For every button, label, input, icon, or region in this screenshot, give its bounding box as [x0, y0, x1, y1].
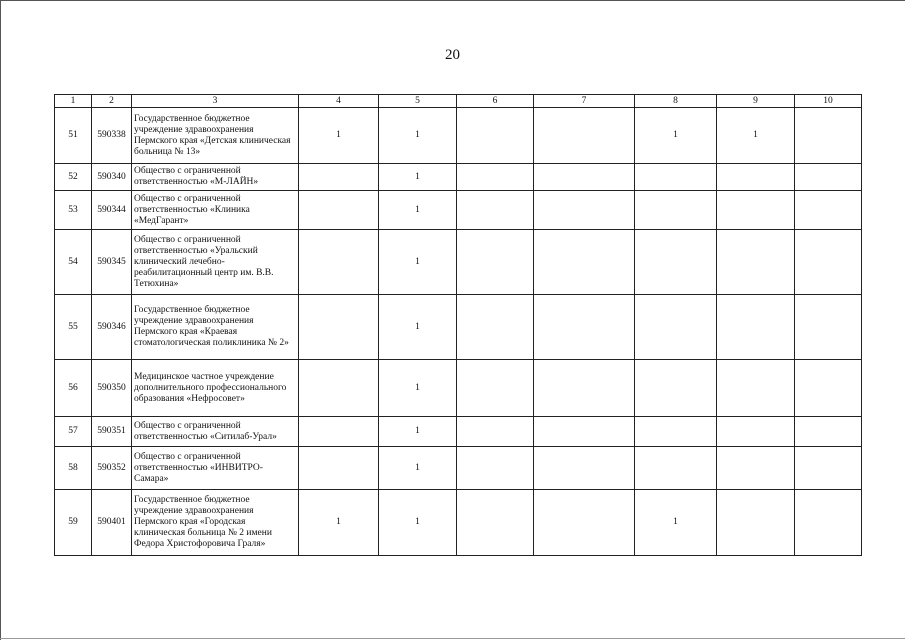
col5-cell: 1 — [379, 447, 457, 490]
col5-cell: 1 — [379, 417, 457, 447]
col5-cell: 1 — [379, 164, 457, 191]
col9-cell — [717, 417, 795, 447]
col9-cell: 1 — [717, 108, 795, 164]
col5-cell: 1 — [379, 230, 457, 295]
scan-border-left — [0, 0, 1, 640]
organization-name-cell: Общество с ограниченной ответственностью «Уральский клинический лечебно-реабилитационный центр им. В.В. Тетюхина» — [132, 230, 299, 295]
col7-cell — [534, 230, 635, 295]
col6-cell — [457, 490, 534, 556]
organization-name-cell: Государственное бюджетное учреждение здравоохранения Пермского края «Краевая стоматологическая поликлиника № 2» — [132, 295, 299, 360]
col7-cell — [534, 164, 635, 191]
table-row — [55, 230, 862, 295]
col6-cell — [457, 447, 534, 490]
col10-cell — [795, 417, 862, 447]
col7-cell — [534, 417, 635, 447]
col4-cell — [299, 295, 379, 360]
col4-cell — [299, 230, 379, 295]
table-row — [55, 447, 862, 490]
col9-cell — [717, 164, 795, 191]
table-row — [55, 417, 862, 447]
row-number-cell: 58 — [55, 447, 92, 490]
row-number-cell: 51 — [55, 108, 92, 164]
col4-cell — [299, 164, 379, 191]
code-cell: 590340 — [92, 164, 132, 191]
table-row — [55, 360, 862, 417]
column-header: 2 — [92, 95, 132, 108]
col7-cell — [534, 360, 635, 417]
col5-cell: 1 — [379, 360, 457, 417]
column-header: 9 — [717, 95, 795, 108]
row-number-cell: 56 — [55, 360, 92, 417]
table-header-row — [55, 95, 862, 108]
col4-cell: 1 — [299, 108, 379, 164]
col4-cell — [299, 417, 379, 447]
row-number-cell: 52 — [55, 164, 92, 191]
col7-cell — [534, 295, 635, 360]
col5-cell: 1 — [379, 191, 457, 230]
col7-cell — [534, 191, 635, 230]
col9-cell — [717, 230, 795, 295]
scan-border-bottom — [0, 638, 905, 639]
code-cell: 590344 — [92, 191, 132, 230]
code-cell: 590346 — [92, 295, 132, 360]
col7-cell — [534, 108, 635, 164]
col8-cell — [635, 360, 717, 417]
col8-cell — [635, 447, 717, 490]
table-row — [55, 108, 862, 164]
col10-cell — [795, 447, 862, 490]
col9-cell — [717, 490, 795, 556]
row-number-cell: 54 — [55, 230, 92, 295]
col9-cell — [717, 360, 795, 417]
code-cell: 590351 — [92, 417, 132, 447]
col8-cell: 1 — [635, 490, 717, 556]
col9-cell — [717, 447, 795, 490]
col6-cell — [457, 360, 534, 417]
column-header: 5 — [379, 95, 457, 108]
col6-cell — [457, 295, 534, 360]
data-table — [54, 94, 862, 556]
row-number-cell: 53 — [55, 191, 92, 230]
col5-cell: 1 — [379, 490, 457, 556]
col8-cell: 1 — [635, 108, 717, 164]
col10-cell — [795, 490, 862, 556]
col8-cell — [635, 230, 717, 295]
table-row — [55, 191, 862, 230]
code-cell: 590350 — [92, 360, 132, 417]
row-number-cell: 57 — [55, 417, 92, 447]
code-cell: 590401 — [92, 490, 132, 556]
col10-cell — [795, 230, 862, 295]
col10-cell — [795, 164, 862, 191]
col8-cell — [635, 191, 717, 230]
table-row — [55, 164, 862, 191]
code-cell: 590352 — [92, 447, 132, 490]
col4-cell — [299, 360, 379, 417]
column-header: 1 — [55, 95, 92, 108]
col7-cell — [534, 490, 635, 556]
col6-cell — [457, 230, 534, 295]
col10-cell — [795, 191, 862, 230]
page-number: 20 — [445, 47, 460, 63]
organization-name-cell: Медицинское частное учреждение дополнительного профессионального образования «Нефросовет» — [132, 360, 299, 417]
col8-cell — [635, 417, 717, 447]
col5-cell: 1 — [379, 295, 457, 360]
scan-border-top — [0, 0, 905, 1]
col6-cell — [457, 108, 534, 164]
col10-cell — [795, 295, 862, 360]
col9-cell — [717, 191, 795, 230]
organization-name-cell: Общество с ограниченной ответственностью «Клиника «МедГарант» — [132, 191, 299, 230]
organization-name-cell: Государственное бюджетное учреждение здравоохранения Пермского края «Детская клиническая больница № 13» — [132, 108, 299, 164]
col10-cell — [795, 108, 862, 164]
col4-cell — [299, 191, 379, 230]
table-row — [55, 295, 862, 360]
col6-cell — [457, 191, 534, 230]
col6-cell — [457, 164, 534, 191]
column-header: 4 — [299, 95, 379, 108]
col10-cell — [795, 360, 862, 417]
col6-cell — [457, 417, 534, 447]
col7-cell — [534, 447, 635, 490]
organization-name-cell: Государственное бюджетное учреждение здравоохранения Пермского края «Городская клиническая больница № 2 имени Федора Христофоровича Граля» — [132, 490, 299, 556]
column-header: 6 — [457, 95, 534, 108]
col4-cell: 1 — [299, 490, 379, 556]
column-header: 10 — [795, 95, 862, 108]
table-row — [55, 490, 862, 556]
organization-name-cell: Общество с ограниченной ответственностью «М-ЛАЙН» — [132, 164, 299, 191]
col8-cell — [635, 164, 717, 191]
organization-name-cell: Общество с ограниченной ответственностью «Ситилаб-Урал» — [132, 417, 299, 447]
col4-cell — [299, 447, 379, 490]
column-header: 8 — [635, 95, 717, 108]
code-cell: 590345 — [92, 230, 132, 295]
col5-cell: 1 — [379, 108, 457, 164]
row-number-cell: 55 — [55, 295, 92, 360]
row-number-cell: 59 — [55, 490, 92, 556]
col8-cell — [635, 295, 717, 360]
col9-cell — [717, 295, 795, 360]
column-header: 3 — [132, 95, 299, 108]
organization-name-cell: Общество с ограниченной ответственностью «ИНВИТРО-Самара» — [132, 447, 299, 490]
column-header: 7 — [534, 95, 635, 108]
code-cell: 590338 — [92, 108, 132, 164]
